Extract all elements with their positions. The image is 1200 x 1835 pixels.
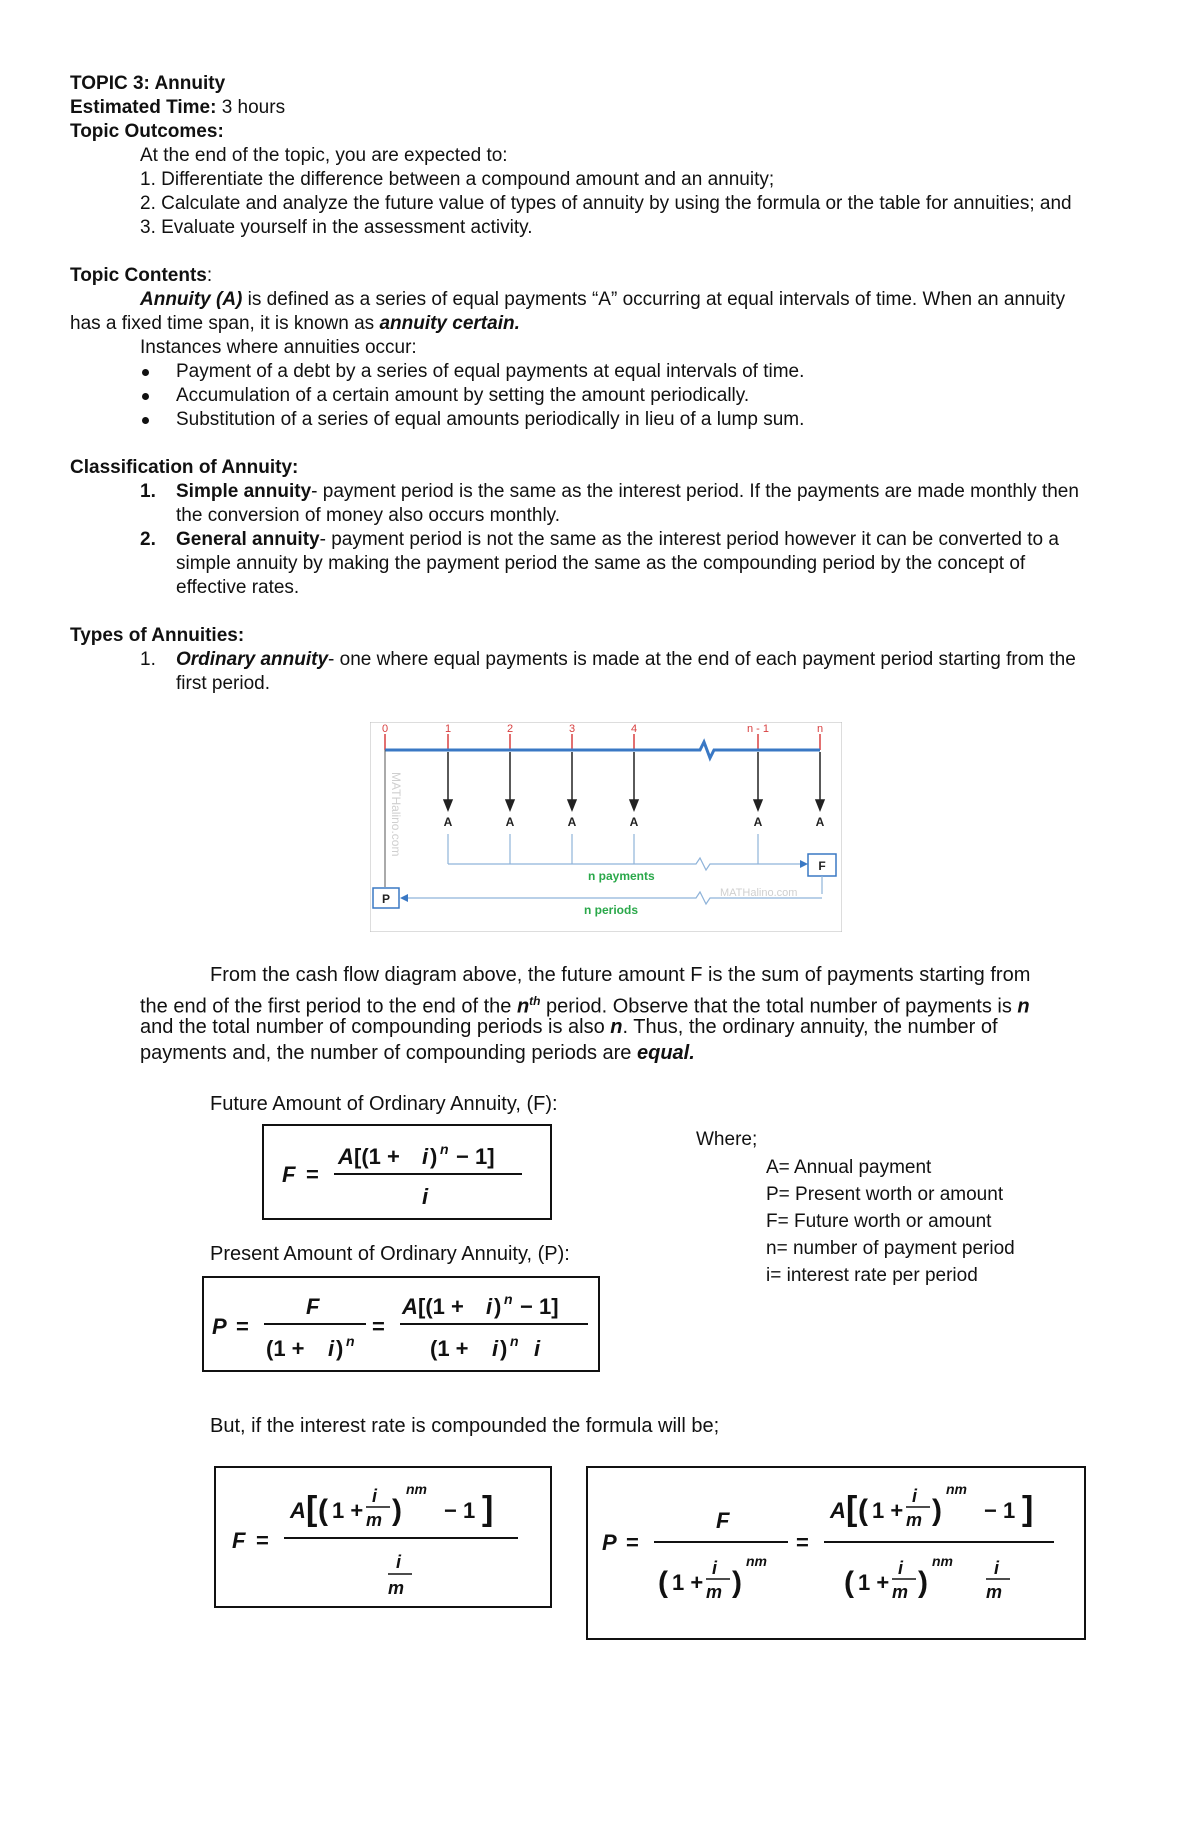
outcome-item: 2. Calculate and analyze the future value of types of annuity by using the formula or the table for annuities; and — [140, 193, 1072, 214]
ordinary-annuity-line2: first period. — [176, 673, 270, 694]
svg-text:(1 +: (1 + — [266, 1336, 305, 1361]
svg-text:− 1: − 1 — [984, 1498, 1016, 1523]
svg-text:=: = — [796, 1530, 809, 1555]
payment-a-label: A — [505, 815, 515, 829]
svg-text:): ) — [918, 1566, 928, 1599]
tick-label: 1 — [444, 723, 452, 735]
svg-text:i: i — [994, 1558, 1000, 1578]
svg-text:): ) — [732, 1566, 742, 1599]
instance-item: Accumulation of a certain amount by setting the amount periodically. — [176, 385, 750, 406]
general-annuity-line: General annuity- payment period is not the same as the interest period however it can be converted to a — [176, 529, 1059, 550]
svg-text:F: F — [232, 1528, 246, 1553]
svg-text:(: ( — [658, 1566, 668, 1599]
svg-text:F: F — [716, 1508, 730, 1533]
svg-text:[: [ — [846, 1490, 858, 1528]
where-item: A= Annual payment — [766, 1157, 932, 1178]
svg-text:(1 +: (1 + — [430, 1336, 469, 1361]
explanation-line-1: From the cash flow diagram above, the future amount F is the sum of payments starting from — [210, 964, 1031, 986]
present-box-label: P — [381, 892, 391, 906]
simple-annuity-line: Simple annuity- payment period is the same as the interest period. If the payments are made monthly then — [176, 481, 1079, 502]
svg-text:i: i — [492, 1336, 499, 1361]
svg-text:A: A — [290, 1498, 306, 1523]
types-heading: Types of Annuities: — [70, 625, 245, 646]
explanation-line-3: and the total number of compounding periods is also n. Thus, the ordinary annuity, the number of — [140, 1016, 998, 1038]
svg-text:− 1: − 1 — [444, 1498, 476, 1523]
general-annuity-line3: effective rates. — [176, 577, 300, 598]
estimated-time: Estimated Time: 3 hours — [70, 97, 286, 118]
tick-label: 2 — [506, 723, 514, 735]
svg-text:m: m — [986, 1582, 1003, 1602]
svg-text:1 +: 1 + — [332, 1498, 364, 1523]
svg-text:i: i — [328, 1336, 335, 1361]
where-item: P= Present worth or amount — [766, 1184, 1004, 1205]
svg-text:[(1 +: [(1 + — [418, 1294, 464, 1319]
svg-text:nm: nm — [746, 1553, 767, 1569]
svg-text:): ) — [336, 1336, 344, 1361]
tick-label: 0 — [381, 723, 389, 735]
diagram-watermark: MATHalino.com — [389, 772, 403, 857]
payment-a-label: A — [567, 815, 577, 829]
compounded-present-formula — [588, 1468, 1084, 1638]
svg-text:): ) — [392, 1494, 402, 1527]
svg-text:m: m — [366, 1510, 383, 1530]
svg-text:=: = — [236, 1314, 249, 1339]
svg-text:nm: nm — [946, 1481, 967, 1497]
instance-item: Substitution of a series of equal amounts periodically in lieu of a lump sum. — [176, 409, 805, 430]
where-item: n= number of payment period — [766, 1238, 1015, 1259]
compounded-future-formula — [216, 1468, 550, 1606]
svg-text:m: m — [388, 1578, 405, 1598]
where-item: F= Future worth or amount — [766, 1211, 992, 1232]
svg-text:[: [ — [306, 1490, 318, 1528]
svg-text:i: i — [396, 1552, 402, 1572]
svg-text:n: n — [510, 1333, 519, 1349]
svg-text:i: i — [422, 1184, 429, 1209]
tick-label: n — [816, 723, 824, 735]
outcomes-heading: Topic Outcomes: — [70, 121, 224, 142]
list-number: 1. — [140, 481, 156, 502]
svg-text:): ) — [500, 1336, 508, 1361]
svg-text:i: i — [486, 1294, 493, 1319]
bullet-dot — [142, 393, 149, 400]
svg-text:i: i — [712, 1558, 718, 1578]
compounded-label: But, if the interest rate is compounded the formula will be; — [210, 1415, 720, 1437]
svg-text:1 +: 1 + — [858, 1570, 890, 1595]
future-formula — [264, 1126, 550, 1218]
payment-a-label: A — [815, 815, 825, 829]
n-periods-label: n periods — [584, 903, 639, 917]
svg-text:1 +: 1 + — [672, 1570, 704, 1595]
future-box-label: F — [818, 859, 826, 873]
outcome-item: 1. Differentiate the difference between a compound amount and an annuity; — [140, 169, 775, 190]
annuity-definition: Annuity (A) is defined as a series of equal payments “A” occurring at equal intervals of time. When an annuity — [140, 289, 1066, 310]
bullet-dot — [142, 369, 149, 376]
where-item: i= interest rate per period — [766, 1265, 978, 1286]
svg-text:=: = — [372, 1314, 385, 1339]
svg-text:i: i — [912, 1486, 918, 1506]
svg-text:1 +: 1 + — [872, 1498, 904, 1523]
svg-text:− 1]: − 1] — [456, 1144, 495, 1169]
present-amount-label: Present Amount of Ordinary Annuity, (P): — [210, 1243, 570, 1265]
svg-text:=: = — [256, 1528, 269, 1553]
payment-a-label: A — [629, 815, 639, 829]
n-payments-label: n payments — [588, 869, 655, 883]
simple-annuity-line2: the conversion of money also occurs monthly. — [176, 505, 561, 526]
svg-text:(: ( — [858, 1494, 868, 1527]
tick-label: 4 — [630, 723, 638, 735]
payment-a-label: A — [753, 815, 763, 829]
diagram-watermark-2: MATHalino.com — [720, 887, 798, 899]
present-formula — [204, 1278, 598, 1370]
future-formula-box — [262, 1124, 552, 1220]
svg-text:(: ( — [844, 1566, 854, 1599]
instance-item: Payment of a debt by a series of equal payments at equal intervals of time. — [176, 361, 805, 382]
svg-text:nm: nm — [932, 1553, 953, 1569]
svg-text:(: ( — [318, 1494, 328, 1527]
svg-text:n: n — [504, 1291, 513, 1307]
svg-text:): ) — [430, 1144, 438, 1169]
list-number: 1. — [140, 649, 156, 670]
svg-text:n: n — [346, 1333, 355, 1349]
outcome-item: 3. Evaluate yourself in the assessment activity. — [140, 217, 533, 238]
svg-text:i: i — [422, 1144, 429, 1169]
svg-text:[(1 +: [(1 + — [354, 1144, 400, 1169]
svg-text:A: A — [338, 1144, 354, 1169]
bullet-dot — [142, 417, 149, 424]
explanation-line-4: payments and, the number of compounding periods are equal. — [140, 1042, 695, 1064]
outcomes-intro: At the end of the topic, you are expected to: — [140, 145, 508, 166]
classification-heading: Classification of Annuity: — [70, 457, 299, 478]
svg-text:]: ] — [482, 1490, 494, 1528]
svg-text:− 1]: − 1] — [520, 1294, 559, 1319]
list-number: 2. — [140, 529, 156, 550]
svg-text:]: ] — [1022, 1490, 1034, 1528]
svg-text:i: i — [898, 1558, 904, 1578]
instances-intro: Instances where annuities occur: — [140, 337, 417, 358]
svg-text:nm: nm — [406, 1481, 427, 1497]
svg-text:m: m — [906, 1510, 923, 1530]
present-formula-box — [202, 1276, 600, 1372]
svg-text:P: P — [212, 1314, 227, 1339]
svg-text:A: A — [402, 1294, 418, 1319]
svg-text:n: n — [440, 1141, 449, 1157]
ordinary-annuity-line: Ordinary annuity- one where equal payments is made at the end of each payment period starting from the — [176, 649, 1076, 670]
svg-text:=: = — [626, 1530, 639, 1555]
diagram-frame — [370, 722, 842, 932]
compounded-present-box — [586, 1466, 1086, 1640]
explanation-line-2: the end of the first period to the end of the $n^{th}$ period. Observe that the total number of payments is n — [140, 994, 1030, 1018]
svg-text:P: P — [602, 1530, 617, 1555]
svg-text:m: m — [706, 1582, 723, 1602]
annuity-certain-line: has a fixed time span, it is known as annuity certain. — [70, 313, 520, 334]
svg-text:): ) — [932, 1494, 942, 1527]
svg-text:F: F — [282, 1162, 296, 1187]
svg-text:F: F — [306, 1294, 320, 1319]
cash-flow-diagram — [370, 722, 842, 932]
contents-heading: Topic Contents: — [70, 265, 213, 286]
svg-text:m: m — [892, 1582, 909, 1602]
svg-text:=: = — [306, 1162, 319, 1187]
compounded-future-box — [214, 1466, 552, 1608]
svg-text:i: i — [534, 1336, 541, 1361]
payment-a-label: A — [443, 815, 453, 829]
general-annuity-line2: simple annuity by making the payment period the same as the compounding period by the concept of — [176, 553, 1026, 574]
svg-text:i: i — [372, 1486, 378, 1506]
future-amount-label: Future Amount of Ordinary Annuity, (F): — [210, 1093, 558, 1115]
tick-label: n - 1 — [746, 723, 770, 735]
tick-label: 3 — [568, 723, 576, 735]
topic-title: TOPIC 3: Annuity — [70, 73, 226, 94]
svg-text:): ) — [494, 1294, 502, 1319]
where-heading: Where; — [696, 1129, 758, 1150]
svg-text:A: A — [830, 1498, 846, 1523]
